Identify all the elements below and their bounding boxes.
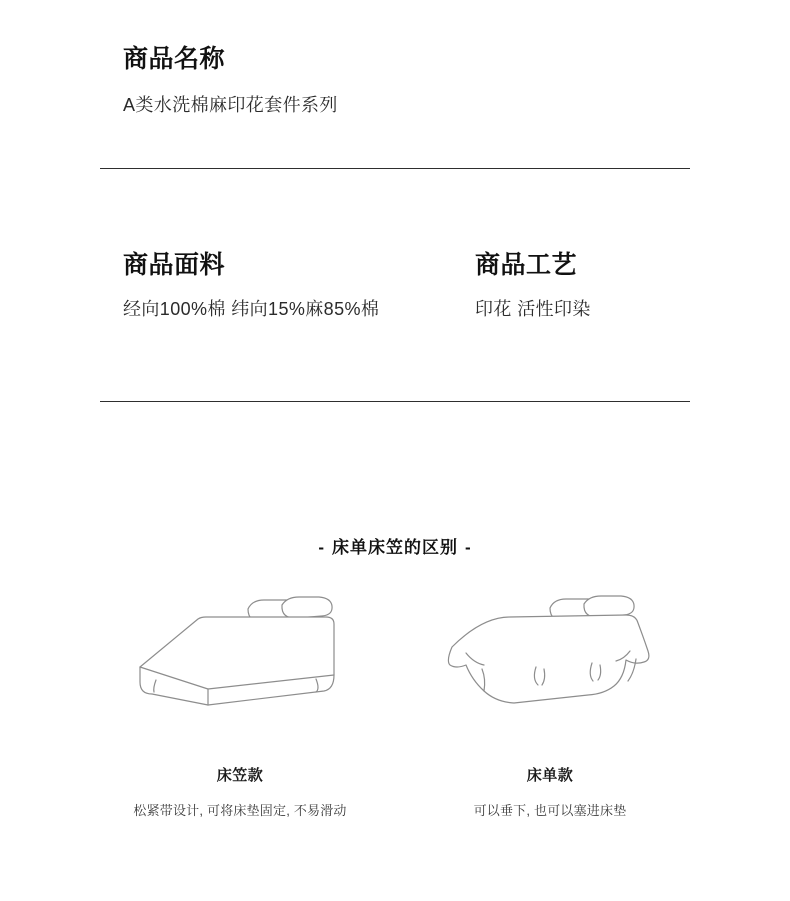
- divider-top: [100, 168, 690, 169]
- fitted-sheet-label: 床笠款: [216, 767, 264, 784]
- comparison-row: [0, 578, 790, 819]
- flat-sheet-desc: 可以垂下, 也可以塞进床垫: [473, 803, 627, 818]
- flat-sheet-illustration: [395, 578, 705, 738]
- product-name-heading: 商品名称: [123, 45, 226, 73]
- fitted-sheet-illustration: [85, 578, 395, 738]
- dash-right-ornament: -: [465, 538, 472, 557]
- craft-heading: 商品工艺: [475, 251, 578, 279]
- divider-bottom: [100, 401, 690, 402]
- dash-left-ornament: -: [318, 538, 325, 557]
- comparison-block: [0, 533, 790, 819]
- product-name-block: [0, 44, 790, 118]
- fabric-column: [123, 250, 475, 322]
- comparison-title-text: 床单床笠的区别: [332, 538, 458, 557]
- fabric-value: 经向100%棉 纬向15%麻85%棉: [123, 299, 380, 320]
- comparison-item-flat: [395, 578, 705, 819]
- product-specs-block: [0, 250, 790, 322]
- craft-column: [475, 250, 765, 322]
- craft-value: 印花 活性印染: [475, 299, 591, 320]
- comparison-title: [0, 533, 790, 558]
- flat-sheet-label: 床单款: [526, 767, 574, 784]
- product-name-value: A类水洗棉麻印花套件系列: [123, 95, 338, 116]
- fabric-heading: 商品面料: [123, 251, 226, 279]
- comparison-item-fitted: [85, 578, 395, 819]
- fitted-sheet-desc: 松紧带设计, 可将床垫固定, 不易滑动: [133, 803, 347, 818]
